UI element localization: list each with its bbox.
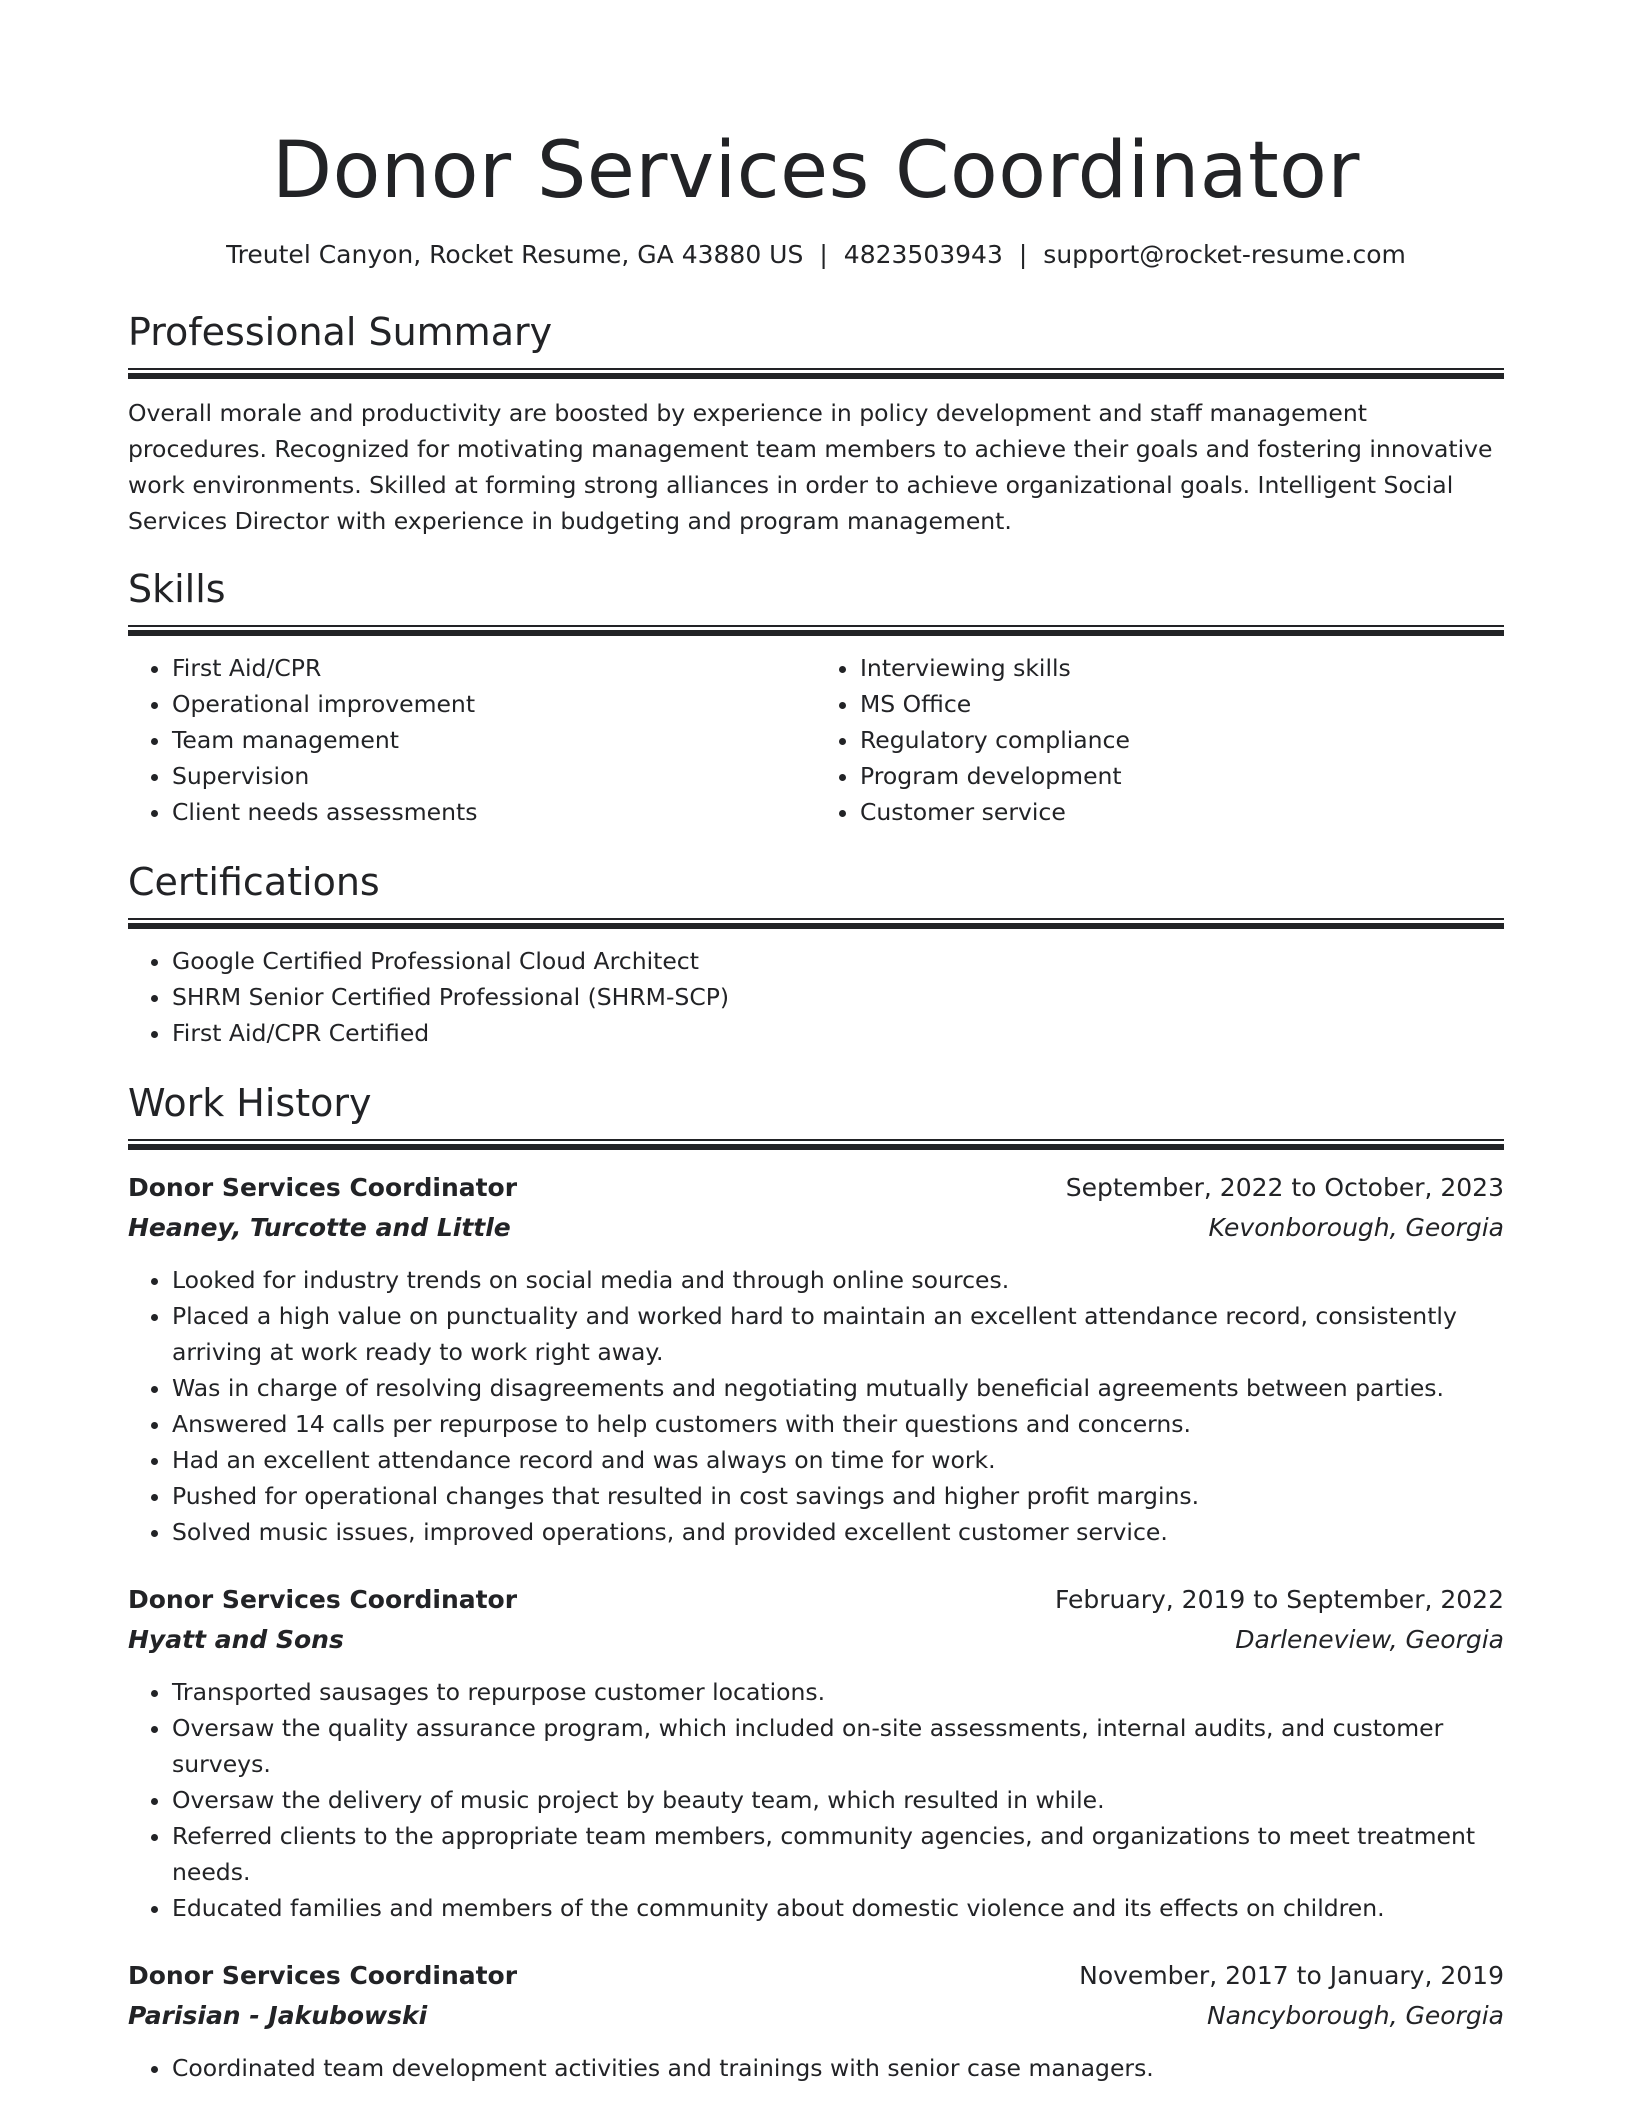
skills-grid	[128, 650, 1504, 830]
job-bullet: • Transported sausages to repurpose customer locations.	[172, 1674, 1504, 1710]
job-bullets	[128, 1674, 1504, 1926]
job-company-row	[128, 1208, 1504, 1248]
job-title: Donor Services Coordinator	[128, 1961, 518, 1990]
skills-section	[128, 565, 1504, 830]
summary-section	[128, 308, 1504, 539]
job-bullet: • Oversaw the quality assurance program, which included on-site assessments, internal audits, and customer surveys.	[172, 1710, 1504, 1782]
section-divider	[128, 1139, 1504, 1150]
certification-item: • First Aid/CPR Certified	[172, 1015, 1504, 1051]
skill-item: • Team management	[172, 722, 816, 758]
work-history-heading: Work History	[128, 1081, 372, 1125]
job-company: Heaney, Turcotte and Little	[128, 1213, 511, 1242]
skills-heading: Skills	[128, 567, 226, 611]
job-company: Hyatt and Sons	[128, 1625, 344, 1654]
job-header-row	[128, 1168, 1504, 1208]
skill-item: • Operational improvement	[172, 686, 816, 722]
job-location: Kevonborough, Georgia	[1208, 1213, 1504, 1242]
job-bullets	[128, 2050, 1504, 2086]
section-divider	[128, 918, 1504, 929]
certifications-list	[128, 943, 1504, 1051]
job-bullet: • Oversaw the delivery of music project by beauty team, which resulted in while.	[172, 1782, 1504, 1818]
job-bullet: • Placed a high value on punctuality and worked hard to maintain an excellent attendance record, consistently arriving at work ready to work right away.	[172, 1298, 1504, 1370]
skill-item: • Customer service	[860, 794, 1504, 830]
certifications-section	[128, 858, 1504, 1051]
job-header-row	[128, 1580, 1504, 1620]
job-title: Donor Services Coordinator	[128, 1173, 518, 1202]
job-location: Darleneview, Georgia	[1235, 1625, 1504, 1654]
job-bullet: • Pushed for operational changes that resulted in cost savings and higher profit margins.	[172, 1478, 1504, 1514]
summary-text: Overall morale and productivity are boosted by experience in policy development and staff management procedures. Recognized for motivating management team members to achieve their goals and fostering innovative work environments. Skilled at forming strong alliances in order to achieve organizational goals. Intelligent Social Services Director with experience in budgeting and program management.	[128, 399, 1493, 535]
resume-title: Donor Services Coordinator	[272, 126, 1360, 216]
job-company-row	[128, 1620, 1504, 1660]
skills-list-left	[128, 650, 816, 830]
section-divider	[128, 625, 1504, 636]
contact-address: Treutel Canyon, Rocket Resume, GA 43880 US	[226, 240, 804, 269]
job-bullet: • Had an excellent attendance record and was always on time for work.	[172, 1442, 1504, 1478]
job-company: Parisian - Jakubowski	[128, 2001, 428, 2030]
job-bullet: • Answered 14 calls per repurpose to help customers with their questions and concerns.	[172, 1406, 1504, 1442]
job-entry	[128, 1956, 1504, 2086]
job-bullet: • Looked for industry trends on social media and through online sources.	[172, 1262, 1504, 1298]
job-title: Donor Services Coordinator	[128, 1585, 518, 1614]
job-location: Nancyborough, Georgia	[1206, 2001, 1504, 2030]
job-bullet: • Solved music issues, improved operations, and provided excellent customer service.	[172, 1514, 1504, 1550]
skill-item: • First Aid/CPR	[172, 650, 816, 686]
contact-line	[128, 238, 1504, 272]
job-bullet: • Referred clients to the appropriate team members, community agencies, and organizations to meet treatment needs.	[172, 1818, 1504, 1890]
skill-item: • Program development	[860, 758, 1504, 794]
job-header-row	[128, 1956, 1504, 1996]
job-bullets	[128, 1262, 1504, 1550]
skill-item: • Client needs assessments	[172, 794, 816, 830]
summary-heading: Professional Summary	[128, 310, 553, 354]
skill-item: • Interviewing skills	[860, 650, 1504, 686]
job-entry	[128, 1168, 1504, 1550]
contact-separator: |	[1018, 240, 1028, 269]
section-divider	[128, 368, 1504, 379]
skill-item: • Regulatory compliance	[860, 722, 1504, 758]
job-dates: November, 2017 to January, 2019	[1079, 1961, 1504, 1990]
job-dates: September, 2022 to October, 2023	[1065, 1173, 1504, 1202]
contact-phone: 4823503943	[843, 240, 1003, 269]
certification-item: • SHRM Senior Certified Professional (SHRM-SCP)	[172, 979, 1504, 1015]
certification-item: • Google Certified Professional Cloud Architect	[172, 943, 1504, 979]
work-history-section	[128, 1079, 1504, 2086]
job-dates: February, 2019 to September, 2022	[1055, 1585, 1504, 1614]
skill-item: • MS Office	[860, 686, 1504, 722]
skill-item: • Supervision	[172, 758, 816, 794]
contact-email: support@rocket-resume.com	[1043, 240, 1406, 269]
certifications-heading: Certifications	[128, 860, 380, 904]
job-entry	[128, 1580, 1504, 1926]
contact-separator: |	[819, 240, 828, 269]
job-company-row	[128, 1996, 1504, 2036]
skills-list-right	[816, 650, 1504, 830]
job-bullet: • Coordinated team development activities and trainings with senior case managers.	[172, 2050, 1504, 2086]
job-bullet: • Was in charge of resolving disagreements and negotiating mutually beneficial agreements between parties.	[172, 1370, 1504, 1406]
job-bullet: • Educated families and members of the community about domestic violence and its effects on children.	[172, 1890, 1504, 1926]
